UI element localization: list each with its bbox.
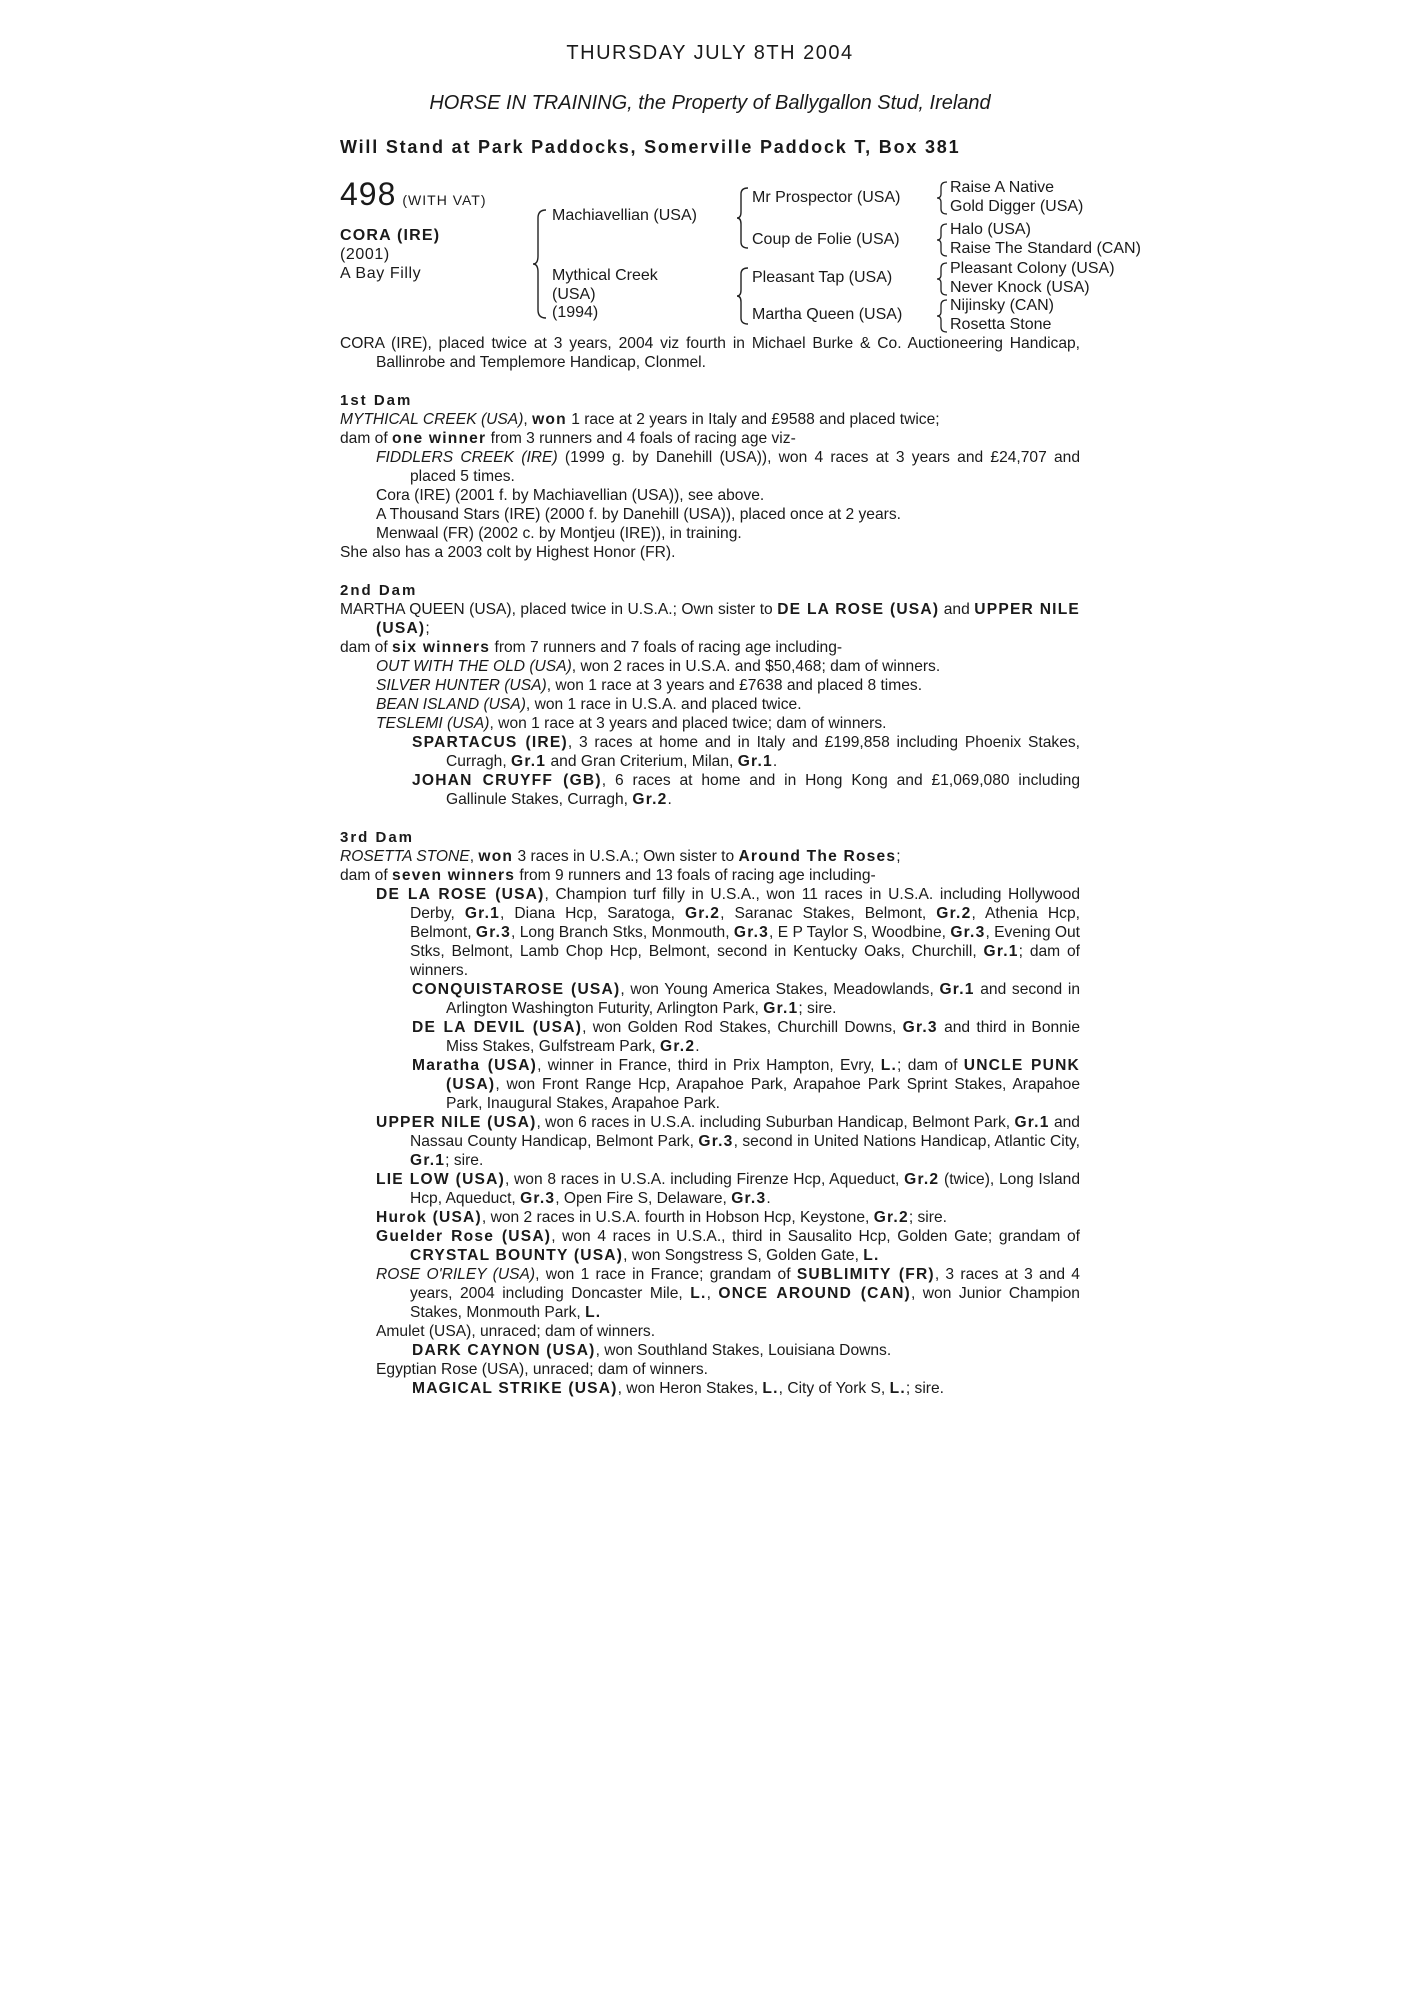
text-span: Gr.2 (632, 791, 668, 808)
pedigree-dam-dam: Martha Queen (USA) (752, 306, 903, 323)
pedigree-ssd: Gold Digger (USA) (950, 198, 1084, 215)
pedigree-brace-dam (736, 266, 750, 326)
produce-name: Maratha (USA) (412, 1057, 538, 1074)
produce-name: SILVER HUNTER (USA) (376, 677, 547, 694)
produce-item (340, 714, 1080, 733)
text-span: Gr.1 (983, 943, 1019, 960)
second-dam-produce-line (340, 638, 1080, 657)
first-dam-line (340, 410, 1080, 429)
text-span: Gr.3 (475, 924, 512, 941)
text-span: Gr.2 (936, 905, 972, 922)
pedigree-sire: Machiavellian (USA) (552, 207, 697, 224)
text-span: dam of (340, 430, 393, 447)
text-span: (twice), Long Island Hcp, Aqueduct, (410, 1171, 1080, 1207)
produce-item (340, 1208, 1080, 1227)
text-span: Gr.1 (464, 905, 500, 922)
text-span: Gr.3 (902, 1019, 938, 1036)
text-span: Gr.1 (737, 753, 773, 770)
text-span: 1 race at 2 years in Italy and £9588 and placed twice; (566, 411, 940, 428)
produce-name: CONQUISTAROSE (USA) (412, 981, 621, 998)
produce-name: FIDDLERS CREEK (IRE) (376, 449, 558, 466)
produce-item (340, 1170, 1080, 1208)
second-dam-line (340, 600, 1080, 638)
text-span: ; sire. (798, 1000, 837, 1017)
pedigree-brace-sire (736, 186, 750, 250)
text-span: , won Heron Stakes, (617, 1380, 763, 1397)
produce-item (340, 1265, 1080, 1322)
text-span: CRYSTAL BOUNTY (USA) (410, 1247, 624, 1264)
produce-item (340, 676, 1080, 695)
text-span: , Diana Hcp, Saratoga, (499, 905, 685, 922)
text-span: 3 races in U.S.A.; Own sister to (513, 848, 739, 865)
text-span: Gr.3 (731, 1190, 767, 1207)
pedigree-sss: Raise A Native (950, 179, 1055, 196)
produce-item (340, 980, 1080, 1018)
pedigree-dss: Pleasant Colony (USA) (950, 260, 1115, 277)
text-span: dam of (340, 867, 393, 884)
produce-item (340, 1113, 1080, 1170)
produce-name: UPPER NILE (USA) (376, 1114, 537, 1131)
text-span: , 6 races at home and in Hong Kong and £1,069,080 including Gallinule Stakes, Curragh, (446, 772, 1080, 808)
produce-item (340, 657, 1080, 676)
text-span: (1999 g. by Danehill (USA)), won 4 races at 3 years and £24,707 and placed 5 times. (410, 449, 1080, 485)
text-span: dam of (340, 639, 393, 656)
text-span: , second in United Nations Handicap, Atlantic City, (733, 1133, 1080, 1150)
first-dam-produce-line (340, 429, 1080, 448)
pedigree-ddd: Rosetta Stone (950, 316, 1052, 333)
text-span: , Long Branch Stks, Monmouth, (511, 924, 734, 941)
text-span: , won Songstress S, Golden Gate, (623, 1247, 864, 1264)
pedigree-dam-country: (USA) (552, 286, 596, 303)
produce-item (340, 733, 1080, 771)
text-span: , (523, 411, 533, 428)
produce-name: OUT WITH THE OLD (USA) (376, 658, 572, 675)
text-span: , won Junior Champion Stakes, Monmouth Park, (410, 1285, 1080, 1321)
produce-name: TESLEMI (USA) (376, 715, 490, 732)
text-span: L. (889, 1380, 906, 1397)
produce-item: Cora (IRE) (2001 f. by Machiavellian (USA)), see above. (376, 487, 765, 504)
text-span: and Nassau County Handicap, Belmont Park, (410, 1114, 1080, 1150)
pedigree-brace-ss (936, 181, 948, 215)
text-span: , won Young America Stakes, Meadowlands, (620, 981, 940, 998)
text-span: , winner in France, third in Prix Hampton, Evry, (537, 1057, 881, 1074)
pedigree-brace-main (532, 208, 548, 320)
pedigree-dam-sire: Pleasant Tap (USA) (752, 269, 893, 286)
summary-text: , placed twice at 3 years, 2004 viz fourth in Michael Burke & Co. Auctioneering Handicap, Ballinrobe and Templemore Handicap, Clonmel. (376, 335, 1081, 371)
horse-info (340, 226, 440, 283)
text-span: ONCE AROUND (CAN) (718, 1285, 911, 1302)
produce-name: Guelder Rose (USA) (376, 1228, 552, 1245)
text-span: ; sire. (905, 1380, 944, 1397)
sale-date: THURSDAY JULY 8TH 2004 (566, 42, 854, 64)
third-dam-produce-line (340, 866, 1080, 885)
text-span: Gr.1 (939, 981, 975, 998)
text-span: SUBLIMITY (FR) (796, 1266, 935, 1283)
text-span: Gr.1 (1014, 1114, 1050, 1131)
produce-item: Amulet (USA), unraced; dam of winners. (376, 1323, 656, 1340)
produce-name: MAGICAL STRIKE (USA) (412, 1380, 618, 1397)
produce-name: DE LA ROSE (USA) (376, 886, 545, 903)
text-span: Gr.1 (763, 1000, 799, 1017)
lot-number: 498 (340, 176, 397, 212)
pedigree-sire-dam: Coup de Folie (USA) (752, 231, 900, 248)
text-span: Gr.2 (684, 905, 721, 922)
text-span: UPPER NILE (USA) (376, 601, 1081, 637)
text-span: from 3 runners and 4 foals of racing age viz- (486, 430, 796, 447)
text-span: , (469, 848, 479, 865)
text-span: L. (585, 1304, 602, 1321)
text-span: , (706, 1285, 719, 1302)
text-span: L. (762, 1380, 779, 1397)
lot-subtitle: HORSE IN TRAINING, the Property of Ballygallon Stud, Ireland (429, 92, 991, 114)
text-span: , won 1 race at 3 years and £7638 and placed 8 times. (546, 677, 923, 694)
pedigree-brace-ds (936, 262, 948, 296)
text-span: UNCLE PUNK (USA) (446, 1057, 1080, 1093)
pedigree-dds: Nijinsky (CAN) (950, 297, 1054, 314)
pedigree-sire-sire: Mr Prospector (USA) (752, 189, 901, 206)
pedigree-brace-dd (936, 299, 948, 333)
text-span: ; (425, 620, 430, 637)
text-span: , 3 races at home and in Italy and £199,858 including Phoenix Stakes, Curragh, (446, 734, 1080, 770)
produce-name: BEAN ISLAND (USA) (376, 696, 526, 713)
produce-name: LIE LOW (USA) (376, 1171, 505, 1188)
produce-item (340, 448, 1080, 486)
text-span: , won 6 races in U.S.A. including Suburban Handicap, Belmont Park, (536, 1114, 1015, 1131)
pedigree-brace-sd (936, 223, 948, 257)
text-span: and third in Bonnie Miss Stakes, Gulfstream Park, (446, 1019, 1080, 1055)
produce-item (340, 1379, 1080, 1398)
horse-summary (340, 334, 1080, 372)
text-span: won (478, 848, 514, 865)
text-span: , Champion turf filly in U.S.A., won 11 races in U.S.A. including Hollywood Derby, (410, 886, 1080, 922)
text-span: Around The Roses (738, 848, 897, 865)
horse-description: A Bay Filly (340, 265, 422, 282)
lot-header (340, 176, 487, 213)
produce-item (340, 1227, 1080, 1265)
text-span: six winners (392, 639, 491, 656)
text-span: L. (863, 1247, 880, 1264)
text-span: L. (880, 1057, 898, 1074)
pedigree-sdd: Raise The Standard (CAN) (950, 240, 1141, 257)
text-span: . (766, 1190, 771, 1207)
produce-item (340, 771, 1080, 809)
text-span: from 9 runners and 13 foals of racing age including- (515, 867, 876, 884)
text-span: Gr.2 (660, 1038, 696, 1055)
text-span: Gr.1 (410, 1152, 446, 1169)
produce-name: JOHAN CRUYFF (GB) (412, 772, 602, 789)
text-span: . (667, 791, 672, 808)
first-dam-heading: 1st Dam (340, 392, 413, 409)
pedigree-dam-name: Mythical Creek (552, 267, 658, 284)
text-span: and second in Arlington Washington Futurity, Arlington Park, (446, 981, 1080, 1017)
text-span: , won Front Range Hcp, Arapahoe Park, Arapahoe Park Sprint Stakes, Arapahoe Park, Inaugural Stakes, Arapahoe Park. (446, 1076, 1080, 1112)
text-span: seven winners (392, 867, 516, 884)
text-span: , won 1 race in U.S.A. and placed twice. (525, 696, 802, 713)
text-span: one winner (392, 430, 487, 447)
text-span: Gr.1 (511, 753, 547, 770)
second-dam-heading: 2nd Dam (340, 582, 418, 599)
text-span: MARTHA QUEEN (USA), placed twice in U.S.A.; Own sister to (340, 601, 778, 618)
text-span: , E P Taylor S, Woodbine, (769, 924, 951, 941)
text-span: , won 1 race at 3 years and placed twice; dam of winners. (489, 715, 887, 732)
text-span: , City of York S, (778, 1380, 890, 1397)
text-span: ; sire. (908, 1209, 947, 1226)
produce-item (340, 695, 1080, 714)
produce-item (340, 885, 1080, 980)
text-span: , Saranac Stakes, Belmont, (720, 905, 937, 922)
text-span: Gr.3 (698, 1133, 734, 1150)
text-span: , Athenia Hcp, Belmont, (410, 905, 1080, 941)
text-span: Gr.2 (904, 1171, 940, 1188)
text-span: , Open Fire S, Delaware, (555, 1190, 732, 1207)
text-span: and (939, 601, 975, 618)
produce-item (340, 1341, 1080, 1360)
text-span: ; dam of (897, 1057, 964, 1074)
text-span: , Evening Out Stks, Belmont, Lamb Chop Hcp, Belmont, second in Kentucky Oaks, Churchill, (410, 924, 1080, 960)
horse-name: CORA (IRE) (340, 227, 441, 244)
text-span: , won 4 races in U.S.A., third in Sausalito Hcp, Golden Gate; grandam of (551, 1228, 1080, 1245)
produce-item: A Thousand Stars (IRE) (2000 f. by Danehill (USA)), placed once at 2 years. (376, 506, 901, 523)
produce-item (340, 1018, 1080, 1056)
text-span: Gr.3 (950, 924, 986, 941)
text-span: Gr.2 (873, 1209, 909, 1226)
first-dam-name: MYTHICAL CREEK (USA) (340, 411, 524, 428)
text-span: . (772, 753, 778, 770)
produce-item (340, 1056, 1080, 1113)
text-span: DE LA ROSE (USA) (777, 601, 940, 618)
text-span: , won Golden Rod Stakes, Churchill Downs, (582, 1019, 903, 1036)
text-span: , won 1 race in France; grandam of (535, 1266, 797, 1283)
text-span: from 7 runners and 7 foals of racing age including- (490, 639, 843, 656)
text-span: Gr.3 (733, 924, 770, 941)
produce-name: Hurok (USA) (376, 1209, 482, 1226)
produce-item: Menwaal (FR) (2002 c. by Montjeu (IRE)), in training. (376, 525, 742, 542)
vat-note: (WITH VAT) (402, 192, 487, 208)
text-span: , won 8 races in U.S.A. including Firenze Hcp, Aqueduct, (504, 1171, 905, 1188)
summary-horse-name: CORA (IRE) (340, 335, 428, 352)
pedigree-sds: Halo (USA) (950, 221, 1031, 238)
produce-item: Egyptian Rose (USA), unraced; dam of winners. (376, 1361, 708, 1378)
text-span: and Gran Criterium, Milan, (546, 753, 738, 770)
produce-note: She also has a 2003 colt by Highest Honor (FR). (340, 544, 676, 561)
third-dam-heading: 3rd Dam (340, 829, 415, 846)
produce-name: SPARTACUS (IRE) (412, 734, 568, 751)
text-span: , 3 races at 3 and 4 years, 2004 including Doncaster Mile, (410, 1266, 1080, 1302)
pedigree-dsd: Never Knock (USA) (950, 279, 1090, 296)
pedigree-dam-year: (1994) (552, 304, 599, 321)
text-span: L. (690, 1285, 707, 1302)
text-span: ; sire. (445, 1152, 484, 1169)
third-dam-name: ROSETTA STONE (340, 848, 470, 865)
produce-name: DARK CAYNON (USA) (412, 1342, 596, 1359)
text-span: ; dam of winners. (410, 943, 1080, 979)
text-span: , won 2 races in U.S.A. fourth in Hobson Hcp, Keystone, (481, 1209, 874, 1226)
third-dam-line (340, 847, 1080, 866)
stand-location: Will Stand at Park Paddocks, Somerville Paddock T, Box 381 (340, 137, 961, 157)
text-span: . (695, 1038, 700, 1055)
text-span: Gr.3 (520, 1190, 556, 1207)
produce-name: ROSE O'RILEY (USA) (376, 1266, 536, 1283)
text-span: , won 2 races in U.S.A. and $50,468; dam of winners. (571, 658, 941, 675)
catalogue-body (340, 334, 1080, 1398)
produce-name: DE LA DEVIL (USA) (412, 1019, 583, 1036)
text-span: ; (896, 848, 901, 865)
horse-year: (2001) (340, 246, 390, 263)
text-span: won (532, 411, 567, 428)
text-span: , won Southland Stakes, Louisiana Downs. (595, 1342, 892, 1359)
